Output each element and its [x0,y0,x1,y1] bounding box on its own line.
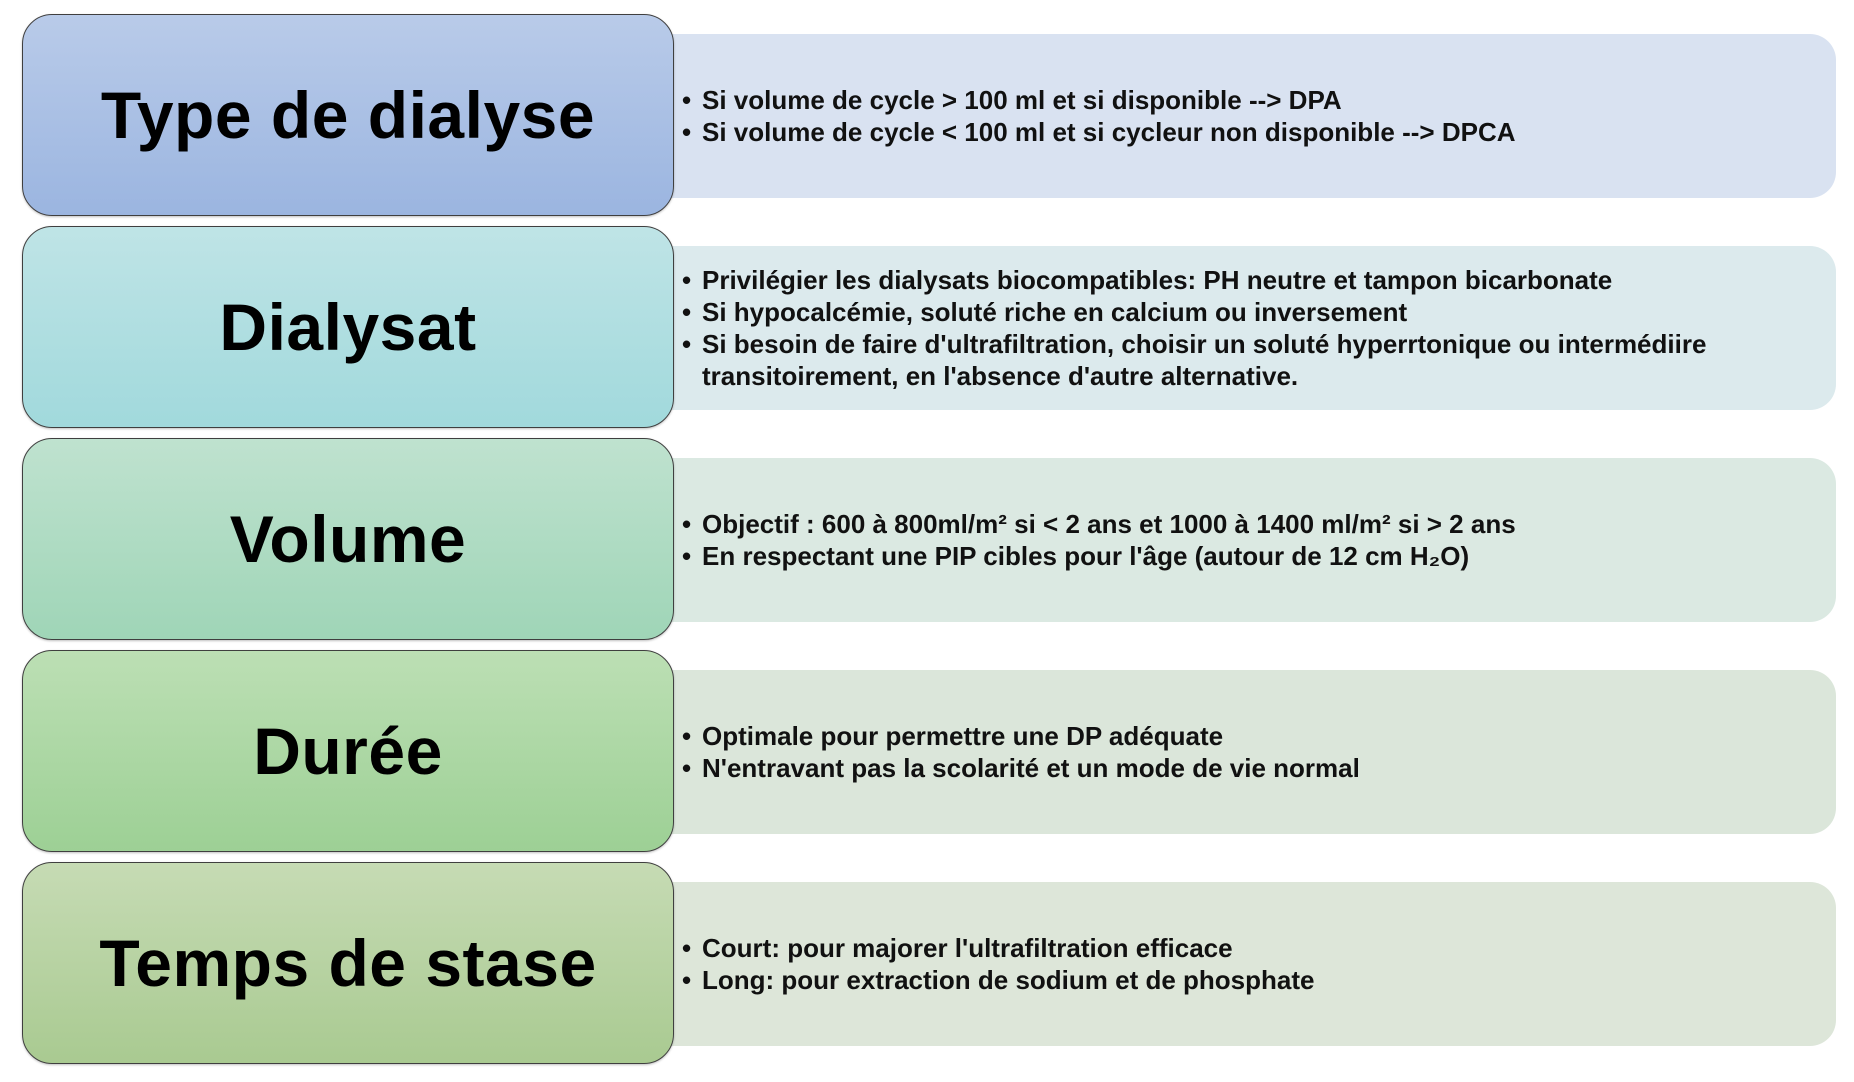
bullet-item: • Si volume de cycle < 100 ml et si cycleur non disponible --> DPCA [682,116,1796,148]
row-duree [0,650,1854,854]
bullet-item: • Objectif : 600 à 800ml/m² si < 2 ans et 1000 à 1400 ml/m² si > 2 ans [682,508,1796,540]
category-box [22,226,674,428]
category-label: Temps de stase [99,926,597,1000]
category-label: Dialysat [219,290,477,364]
description-panel [560,458,1836,622]
category-box [22,862,674,1064]
row-volume [0,438,1854,642]
row-temps-de-stase [0,862,1854,1066]
description-panel [560,34,1836,198]
bullet-item: • Privilégier les dialysats biocompatibles: PH neutre et tampon bicarbonate [682,264,1796,296]
bullet-item: • Optimale pour permettre une DP adéquate [682,720,1796,752]
bullet-item: • Si volume de cycle > 100 ml et si disponible --> DPA [682,84,1796,116]
bullet-item: • N'entravant pas la scolarité et un mode de vie normal [682,752,1796,784]
category-label: Volume [229,502,467,576]
bullet-item: • En respectant une PIP cibles pour l'âge (autour de 12 cm H₂O) [682,540,1796,572]
row-dialysat [0,226,1854,430]
category-box [22,438,674,640]
bullet-list [682,84,1796,148]
row-type-de-dialyse [0,14,1854,218]
bullet-item: • Court: pour majorer l'ultrafiltration efficace [682,932,1796,964]
bullet-list [682,932,1796,996]
category-label: Durée [253,714,443,788]
description-panel [560,246,1836,410]
bullet-item: • Si hypocalcémie, soluté riche en calcium ou inversement [682,296,1796,328]
bullet-item: • Long: pour extraction de sodium et de phosphate [682,964,1796,996]
bullet-item: • Si besoin de faire d'ultrafiltration, choisir un soluté hyperrtonique ou intermédiire transitoirement, en l'absence d'autre alternative. [682,328,1796,392]
description-panel [560,670,1836,834]
bullet-list [682,264,1796,392]
bullet-list [682,720,1796,784]
category-box [22,650,674,852]
bullet-list [682,508,1796,572]
category-label: Type de dialyse [100,78,596,152]
description-panel [560,882,1836,1046]
category-box [22,14,674,216]
